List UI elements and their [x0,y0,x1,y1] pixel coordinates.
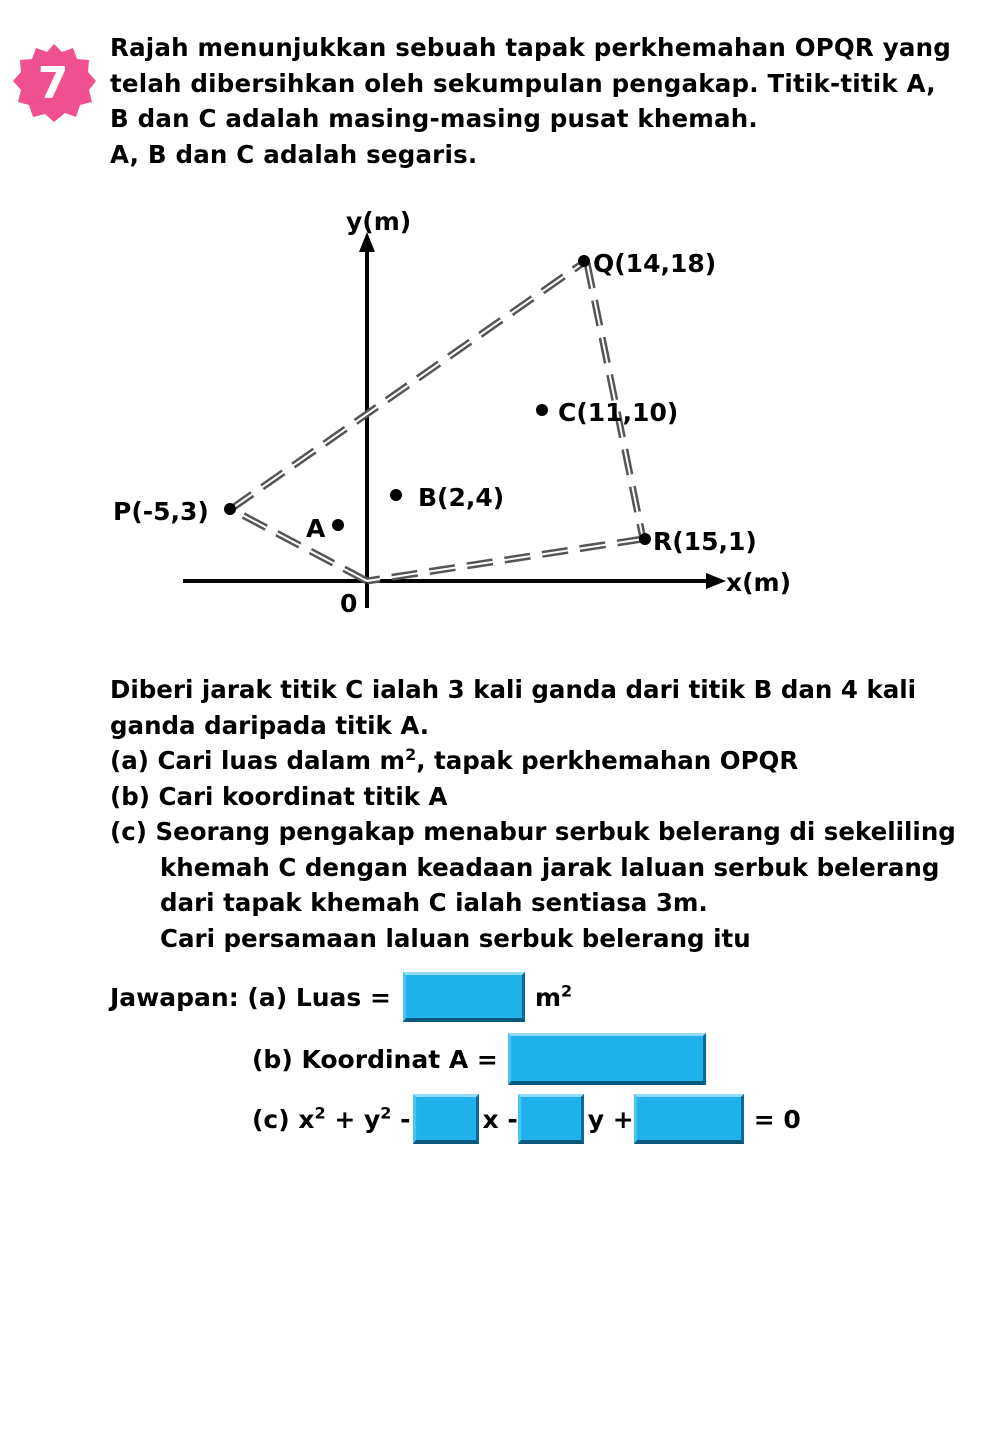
question-c-line: dari tapak khemah C ialah sentiasa 3m. [160,888,708,917]
question-a: (a) Cari luas dalam $m^2$, tapak perkhemahan OPQR [110,744,799,775]
answer-a-label: Jawapan: (a) Luas = [110,982,391,1012]
point-p-label: P(-5,3) [113,497,209,526]
point-q-label: Q(14,18) [593,249,717,278]
point-r-label: R(15,1) [653,527,757,556]
answer-c-row [252,1092,801,1146]
x-axis-label: x(m) [726,568,792,597]
point-b [390,489,402,501]
question-list [110,672,990,956]
point-p [224,503,236,515]
question-b: (b) Cari koordinat titik A [110,781,448,811]
point-a [332,519,344,531]
question-c: (c) Seorang pengakap menabur serbuk belerang di sekeliling [110,817,956,846]
given-line: ganda daripada titik A. [110,710,430,740]
answer-a-unit: $m^2$ [534,981,573,1012]
point-c [536,404,548,416]
given-line: Diberi jarak titik C ialah 3 kali ganda dari titik B dan 4 kali [110,675,917,704]
point-r [639,533,651,545]
point-c-label: C(11,10) [558,398,679,427]
answer-a-input[interactable] [403,972,525,1022]
answer-c-x-term: x - [482,1104,518,1134]
answer-b-label: (b) Koordinat A = [252,1044,498,1074]
answer-b-row [252,1032,706,1086]
intro-line: telah dibersihkan oleh sekumpulan pengakap. Titik-titik A, [110,68,936,98]
answer-c-label: (c) $x^2 + y^2$ - [252,1103,411,1134]
intro-line: Rajah menunjukkan sebuah tapak perkhemahan OPQR yang [110,33,952,62]
answer-b-input[interactable] [508,1033,706,1085]
x-axis-arrow-icon [706,573,726,589]
origin-label: 0 [340,589,358,618]
y-axis-label: y(m) [346,207,412,236]
answer-a-row [110,970,572,1024]
question-c-line: Cari persamaan laluan serbuk belerang itu [160,923,751,953]
problem-statement [110,30,980,172]
flower-badge-icon [12,42,96,124]
campsite-diagram [0,190,1000,630]
question-c-line: khemah C dengan keadaan jarak laluan serbuk belerang [160,852,940,882]
point-b-label: B(2,4) [418,483,505,512]
point-q [578,255,590,267]
answer-c-x-coefficient-input[interactable] [413,1094,479,1144]
question-number-badge [12,42,96,124]
answer-c-y-coefficient-input[interactable] [518,1094,584,1144]
answer-c-constant-input[interactable] [634,1094,744,1144]
answer-c-equals: = 0 [753,1104,801,1134]
question-number: 7 [37,58,69,109]
intro-line: A, B dan C adalah segaris. [110,139,478,169]
intro-line: B dan C adalah masing-masing pusat khemah. [110,104,758,133]
point-a-label: A [306,514,326,543]
answer-c-y-term: y + [587,1104,634,1134]
